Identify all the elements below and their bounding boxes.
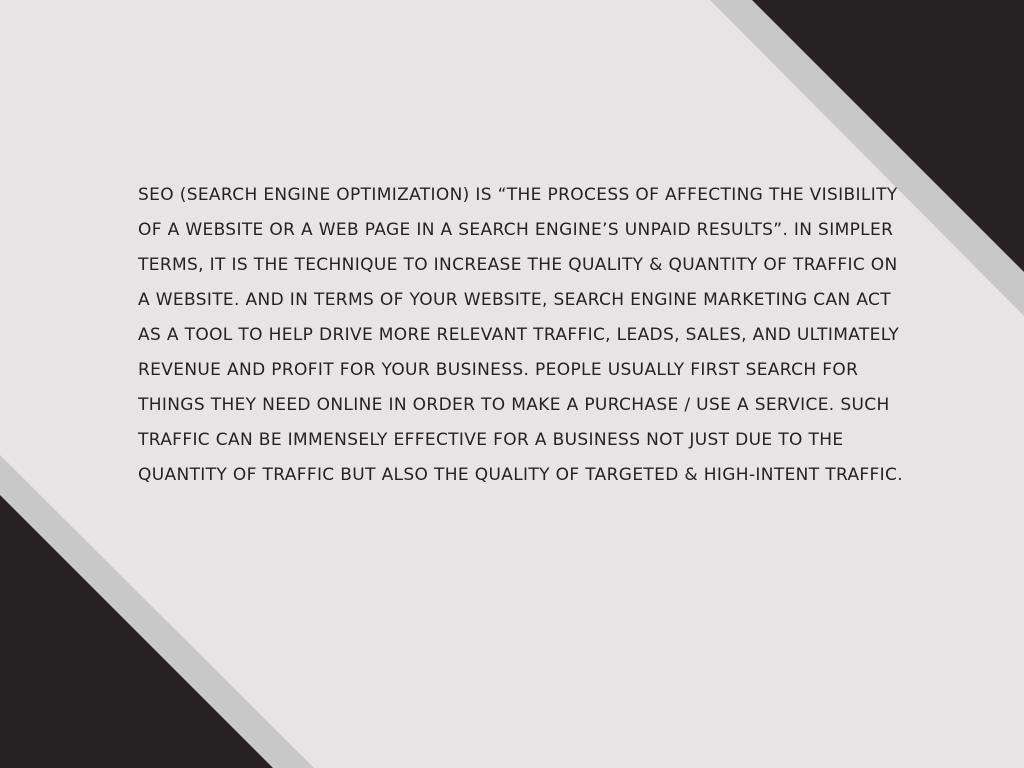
seo-description-paragraph: SEO (SEARCH ENGINE OPTIMIZATION) IS “THE PROCESS OF AFFECTING THE VISIBILITY OF A WEBSITE OR A WEB PAGE IN A SEARCH ENGINE’S UNPAID RESULTS”. IN SIMPLER TERMS, IT IS THE TECHNIQUE TO INCREASE THE QUALITY & QUANTITY OF TRAFFIC ON A WEBSITE. AND IN TERMS OF YOUR WEBSITE, SEARCH ENGINE MARKETING CAN ACT AS A TOOL TO HELP DRIVE MORE RELEVANT TRAFFIC, LEADS, SALES, AND ULTIMATELY REVENUE AND PROFIT FOR YOUR BUSINESS. PEOPLE USUALLY FIRST SEARCH FOR THINGS THEY NEED ONLINE IN ORDER TO MAKE A PURCHASE / USE A SERVICE. SUCH TRAFFIC CAN BE IMMENSELY EFFECTIVE FOR A BUSINESS NOT JUST DUE TO THE QUANTITY OF TRAFFIC BUT ALSO THE QUALITY OF TARGETED & HIGH-INTENT TRAFFIC. — [138, 185, 904, 485]
